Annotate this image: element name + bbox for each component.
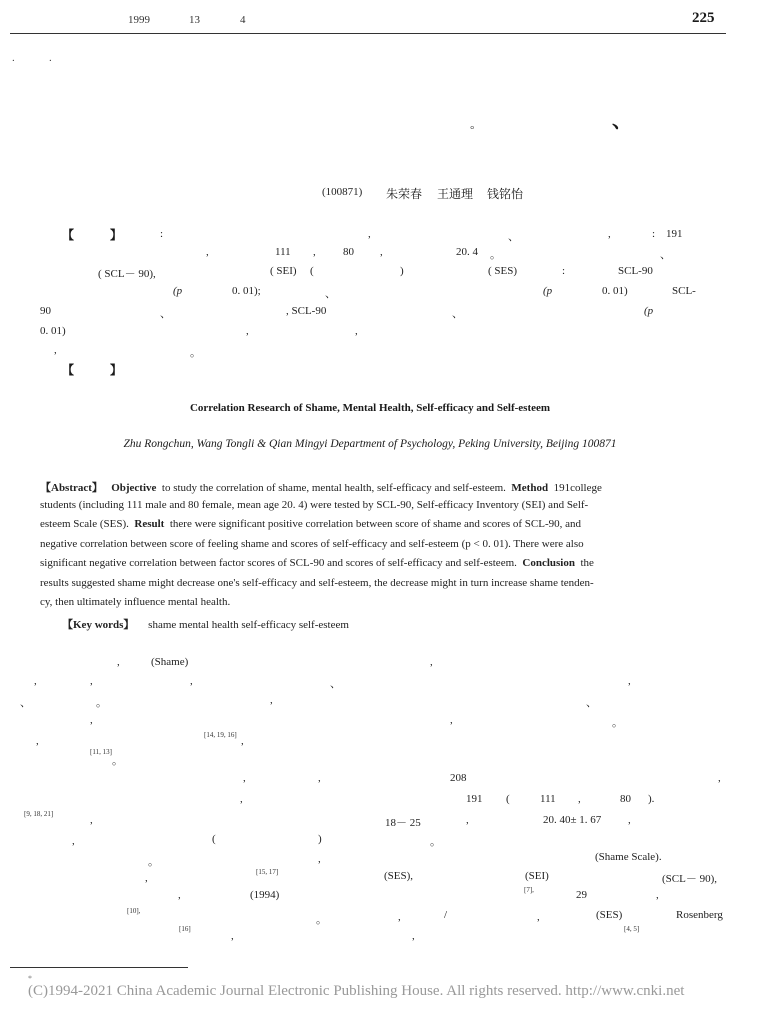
abstract-line	[40, 518, 581, 530]
term: (SCL－ 90),	[662, 873, 717, 885]
abstract-text: esteem Scale (SES).	[40, 518, 129, 530]
number: 191	[666, 228, 683, 240]
stat: (p	[173, 285, 183, 297]
abstract-text: there were significant positive correlation between score of shame and scores of SCL-90, and	[169, 518, 581, 530]
punct: ,	[90, 675, 93, 687]
punct: ,	[241, 735, 244, 747]
punct: ,	[368, 228, 371, 240]
bracket: 】	[110, 228, 123, 242]
stat: (p	[644, 305, 654, 317]
title-mark: 、	[612, 110, 632, 132]
citation: [10],	[127, 907, 141, 915]
author-postcode: (100871)	[322, 186, 363, 198]
term: (Shame)	[151, 656, 189, 668]
footnote-rule	[10, 967, 188, 968]
citation: [16]	[179, 925, 191, 933]
punct: ,	[380, 246, 383, 258]
punct: 。	[316, 914, 327, 926]
punct: 、	[325, 288, 336, 300]
punct: ,	[398, 911, 401, 923]
punct: ,	[243, 772, 246, 784]
number: 20. 40± 1. 67	[543, 814, 602, 826]
number: 111	[540, 793, 556, 805]
punct: :	[160, 228, 164, 240]
stray-mark: .	[49, 52, 52, 64]
punct: ,	[206, 246, 209, 258]
term: (Shame Scale).	[595, 851, 662, 863]
citation: [15, 17]	[256, 868, 279, 876]
term: ( SES)	[488, 265, 518, 277]
english-authors: Zhu Rongchun, Wang Tongli & Qian Mingyi Department of Psychology, Peking University, Beijing 100871	[123, 438, 617, 450]
citation: [14, 19, 16]	[204, 731, 237, 739]
header-rule	[10, 33, 726, 34]
abstract-text: significant negative correlation between factor scores of SCL-90 and scores of self-efficacy and self-esteem.	[40, 557, 517, 569]
punct: 、	[660, 249, 671, 261]
objective-text: to study the correlation of shame, mental health, self-efficacy and self-esteem.	[161, 482, 506, 494]
punct: ,	[537, 911, 540, 923]
number: 80	[620, 793, 631, 805]
author-name: 钱铭怡	[487, 187, 524, 201]
abstract-line	[40, 479, 602, 495]
number: 111	[275, 246, 291, 258]
punct: )	[318, 833, 322, 845]
punct: ,	[450, 714, 453, 726]
punct: ,	[190, 675, 193, 687]
term: ( SCL－ 90),	[98, 268, 156, 280]
punct: ,	[178, 889, 181, 901]
abstract-line: negative correlation between score of feeling shame and scores of self-efficacy and self-esteem (p < 0. 01). There were also	[40, 538, 584, 550]
stray-mark: .	[12, 52, 15, 64]
punct: ,	[430, 656, 433, 668]
conclusion-label: Conclusion	[522, 557, 575, 569]
bracket: 】	[110, 363, 123, 377]
punct: ,	[270, 694, 273, 706]
method-text: 191college	[553, 482, 602, 494]
term: , SCL-90	[286, 305, 327, 317]
punct: ,	[318, 853, 321, 865]
number: 191	[466, 793, 483, 805]
term: (SES)	[596, 909, 623, 921]
term: (SEI)	[525, 870, 549, 882]
number: 80	[343, 246, 354, 258]
abstract-label: 【Abstract】	[40, 482, 103, 494]
punct: ,	[145, 872, 148, 884]
punct: ,	[240, 793, 243, 805]
header-volume: 13	[189, 14, 200, 26]
term: SCL-90	[618, 265, 653, 277]
method-label: Method	[511, 482, 549, 494]
number: 18－ 25	[385, 817, 421, 829]
punct: ,	[318, 772, 321, 784]
abstract-line: cy, then ultimately influence mental health.	[40, 596, 231, 608]
punct: (	[212, 833, 216, 845]
punct: 。	[148, 856, 159, 868]
abstract-line	[40, 557, 594, 569]
punct: ,	[656, 889, 659, 901]
punct: (	[506, 793, 510, 805]
bracket: 【	[62, 363, 75, 377]
number: 29	[576, 889, 587, 901]
keywords-text: shame mental health self-efficacy self-esteem	[148, 619, 349, 631]
keywords-line	[62, 616, 349, 632]
punct: 、	[20, 697, 31, 709]
keywords-label: 【Key words】	[62, 619, 135, 631]
number: (1994)	[250, 889, 280, 901]
footnote-mark: *	[28, 974, 32, 983]
punct: 。	[490, 249, 501, 261]
punct: ,	[313, 246, 316, 258]
abstract-line: results suggested shame might decrease one's self-efficacy and self-esteem, the decrease might in turn increase shame tenden-	[40, 577, 594, 589]
citation: [9, 18, 21]	[24, 810, 54, 818]
punct: 、	[330, 678, 341, 690]
copyright-footer: (C)1994-2021 China Academic Journal Electronic Publishing House. All rights reserved. http://www.cnki.net	[28, 983, 685, 999]
punct: ,	[628, 814, 631, 826]
punct: 、	[452, 308, 463, 320]
punct: 。	[190, 347, 201, 359]
abstract-line: students (including 111 male and 80 female, mean age 20. 4) were tested by SCL-90, Self-efficacy Inventory (SEI) and Self-	[40, 499, 589, 511]
punct: ,	[608, 228, 611, 240]
abstract-text: the	[580, 557, 594, 569]
punct: ,	[718, 772, 721, 784]
punct: :	[652, 228, 656, 240]
punct: /	[444, 909, 448, 921]
citation: [4, 5]	[624, 925, 640, 933]
english-title: Correlation Research of Shame, Mental Health, Self-efficacy and Self-esteem	[189, 402, 551, 414]
stat: (p	[543, 285, 553, 297]
punct: ,	[36, 735, 39, 747]
number: 208	[450, 772, 467, 784]
punct: ,	[412, 930, 415, 942]
page-number: 225	[692, 10, 715, 26]
punct: (	[310, 265, 314, 277]
punct: ,	[578, 793, 581, 805]
number: 20. 4	[456, 246, 478, 258]
citation: [7],	[524, 886, 534, 894]
punct: 、	[508, 231, 519, 243]
punct: 。	[430, 836, 441, 848]
punct: ,	[246, 325, 249, 337]
punct: ,	[90, 714, 93, 726]
punct: ,	[90, 814, 93, 826]
punct: 、	[160, 308, 171, 320]
title-mark: °	[470, 124, 475, 136]
punct: ,	[355, 325, 358, 337]
result-label: Result	[134, 518, 165, 530]
punct: ,	[231, 930, 234, 942]
punct: 、	[586, 697, 597, 709]
bracket: 【	[62, 228, 75, 242]
punct: ,	[628, 675, 631, 687]
term: Rosenberg	[676, 909, 723, 921]
punct: 。	[612, 717, 623, 729]
header-issue: 4	[240, 14, 246, 26]
author-name: 王通理	[437, 187, 474, 201]
punct: ,	[54, 344, 57, 356]
citation: [11, 13]	[90, 748, 112, 756]
stat: 0. 01)	[40, 325, 66, 337]
term: 90	[40, 305, 51, 317]
objective-label: Objective	[111, 482, 157, 494]
punct: ,	[72, 835, 75, 847]
stat: 0. 01)	[602, 285, 628, 297]
punct: :	[562, 265, 566, 277]
punct: ).	[648, 793, 655, 805]
punct: 。	[112, 755, 123, 767]
punct: 。	[96, 697, 107, 709]
punct: ,	[466, 814, 469, 826]
punct: )	[400, 265, 404, 277]
term: (SES),	[384, 870, 414, 882]
author-name: 朱荣春	[386, 187, 423, 201]
stat: 0. 01);	[232, 285, 261, 297]
punct: ,	[117, 656, 120, 668]
term: SCL-	[672, 285, 696, 297]
header-year: 1999	[128, 14, 150, 26]
punct: ,	[34, 675, 37, 687]
term: ( SEI)	[270, 265, 297, 277]
